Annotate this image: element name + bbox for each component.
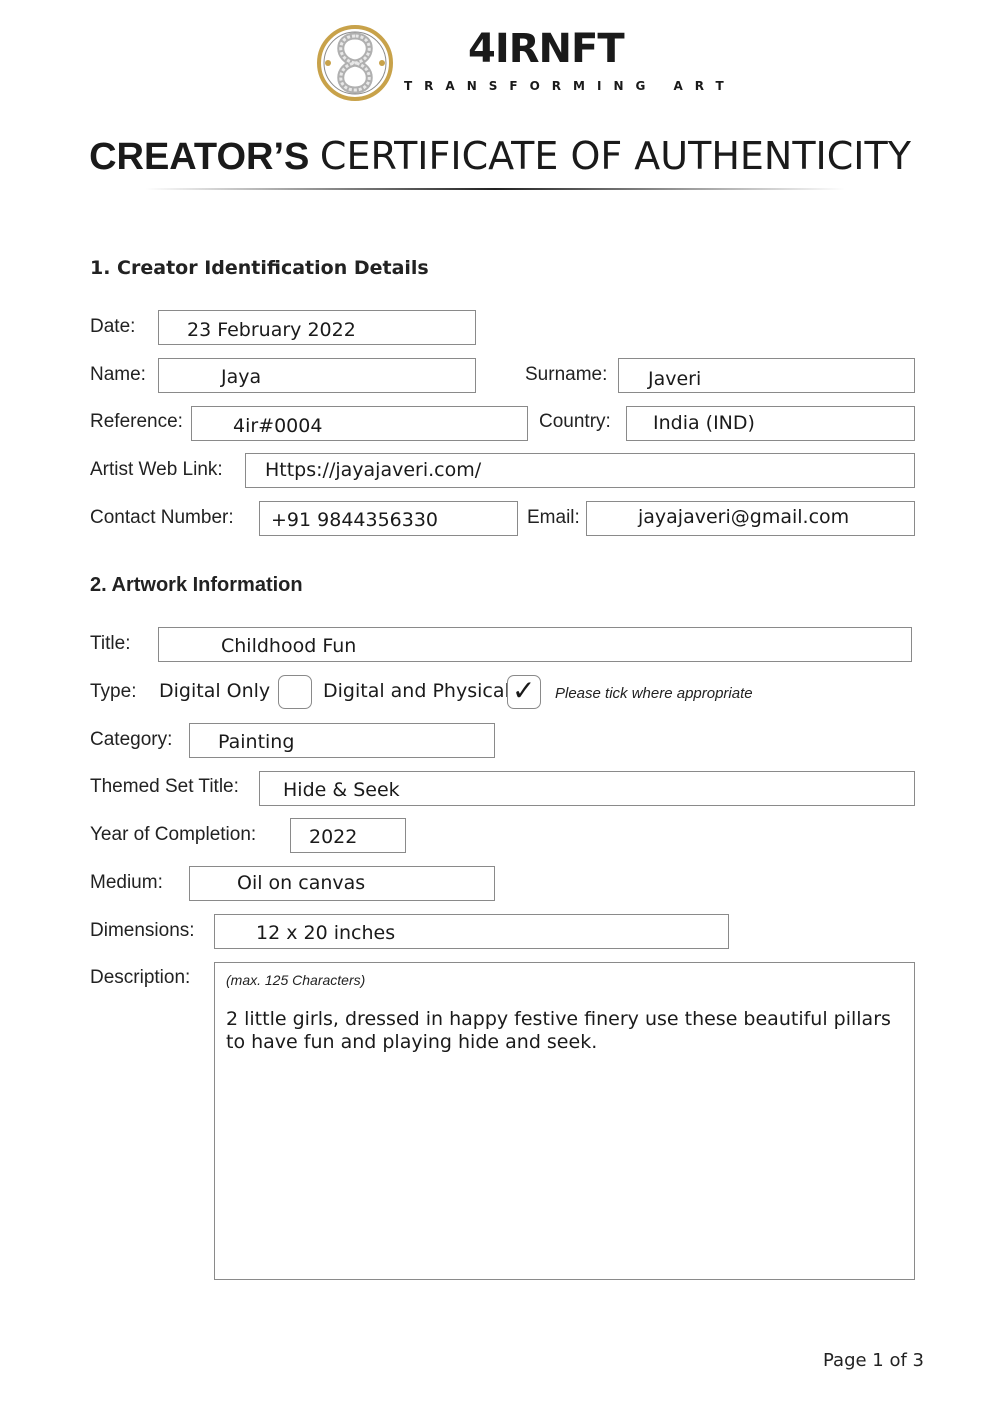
title-label: Title: [90, 633, 131, 654]
type-hint: Please tick where appropriate [555, 685, 753, 702]
type-option-digital-physical: Digital and Physical [323, 680, 510, 702]
category-label: Category: [90, 729, 173, 750]
country-value: India (IND) [653, 412, 755, 434]
brand-name: 4IRNFT [468, 26, 624, 72]
surname-label: Surname: [525, 364, 608, 385]
weblink-label: Artist Web Link: [90, 459, 223, 480]
checkmark-icon: ✓ [512, 674, 536, 707]
name-label: Name: [90, 364, 146, 385]
dimensions-label: Dimensions: [90, 920, 195, 941]
date-label: Date: [90, 316, 136, 337]
surname-value: Javeri [648, 368, 702, 390]
brand-logo-icon [316, 24, 394, 102]
contact-label: Contact Number: [90, 507, 234, 528]
dimensions-value: 12 x 20 inches [256, 922, 396, 944]
medium-value: Oil on canvas [237, 872, 366, 894]
title-value: Childhood Fun [221, 635, 357, 657]
themed-set-value: Hide & Seek [283, 779, 400, 801]
digital-physical-checkbox[interactable] [507, 675, 541, 709]
weblink-value: Https://jayajaveri.com/ [265, 459, 482, 481]
date-value: 23 February 2022 [187, 319, 356, 341]
certificate-title-rest: CERTIFICATE OF AUTHENTICITY [319, 134, 911, 178]
reference-value: 4ir#0004 [233, 415, 323, 437]
section-heading-creator: 1. Creator Identification Details [90, 257, 429, 279]
country-label: Country: [539, 411, 611, 432]
description-value: 2 little girls, dressed in happy festive finery use these beautiful pillars to have fun and playing hide and seek. [226, 1008, 891, 1053]
digital-only-checkbox[interactable] [278, 675, 312, 709]
certificate-title [0, 134, 1000, 179]
year-label: Year of Completion: [90, 824, 257, 845]
page-number: Page 1 of 3 [823, 1350, 924, 1371]
category-value: Painting [218, 731, 295, 753]
brand-tagline: TRANSFORMING ART [404, 79, 736, 93]
name-value: Jaya [221, 366, 262, 388]
email-label: Email: [527, 507, 580, 528]
description-hint: (max. 125 Characters) [226, 972, 366, 988]
reference-label: Reference: [90, 411, 183, 432]
title-divider [145, 188, 845, 190]
email-value: jayajaveri@gmail.com [638, 506, 850, 528]
medium-label: Medium: [90, 872, 163, 893]
description-label: Description: [90, 967, 191, 988]
type-label: Type: [90, 681, 137, 702]
contact-value: +91 9844356330 [271, 509, 439, 531]
certificate-title-bold: CREATOR’S [89, 136, 310, 178]
name-field[interactable] [158, 358, 476, 393]
type-option-digital-only: Digital Only [159, 680, 271, 702]
section-heading-artwork: 2. Artwork Information [90, 574, 303, 596]
themed-set-label: Themed Set Title: [90, 776, 239, 797]
year-value: 2022 [309, 826, 358, 848]
